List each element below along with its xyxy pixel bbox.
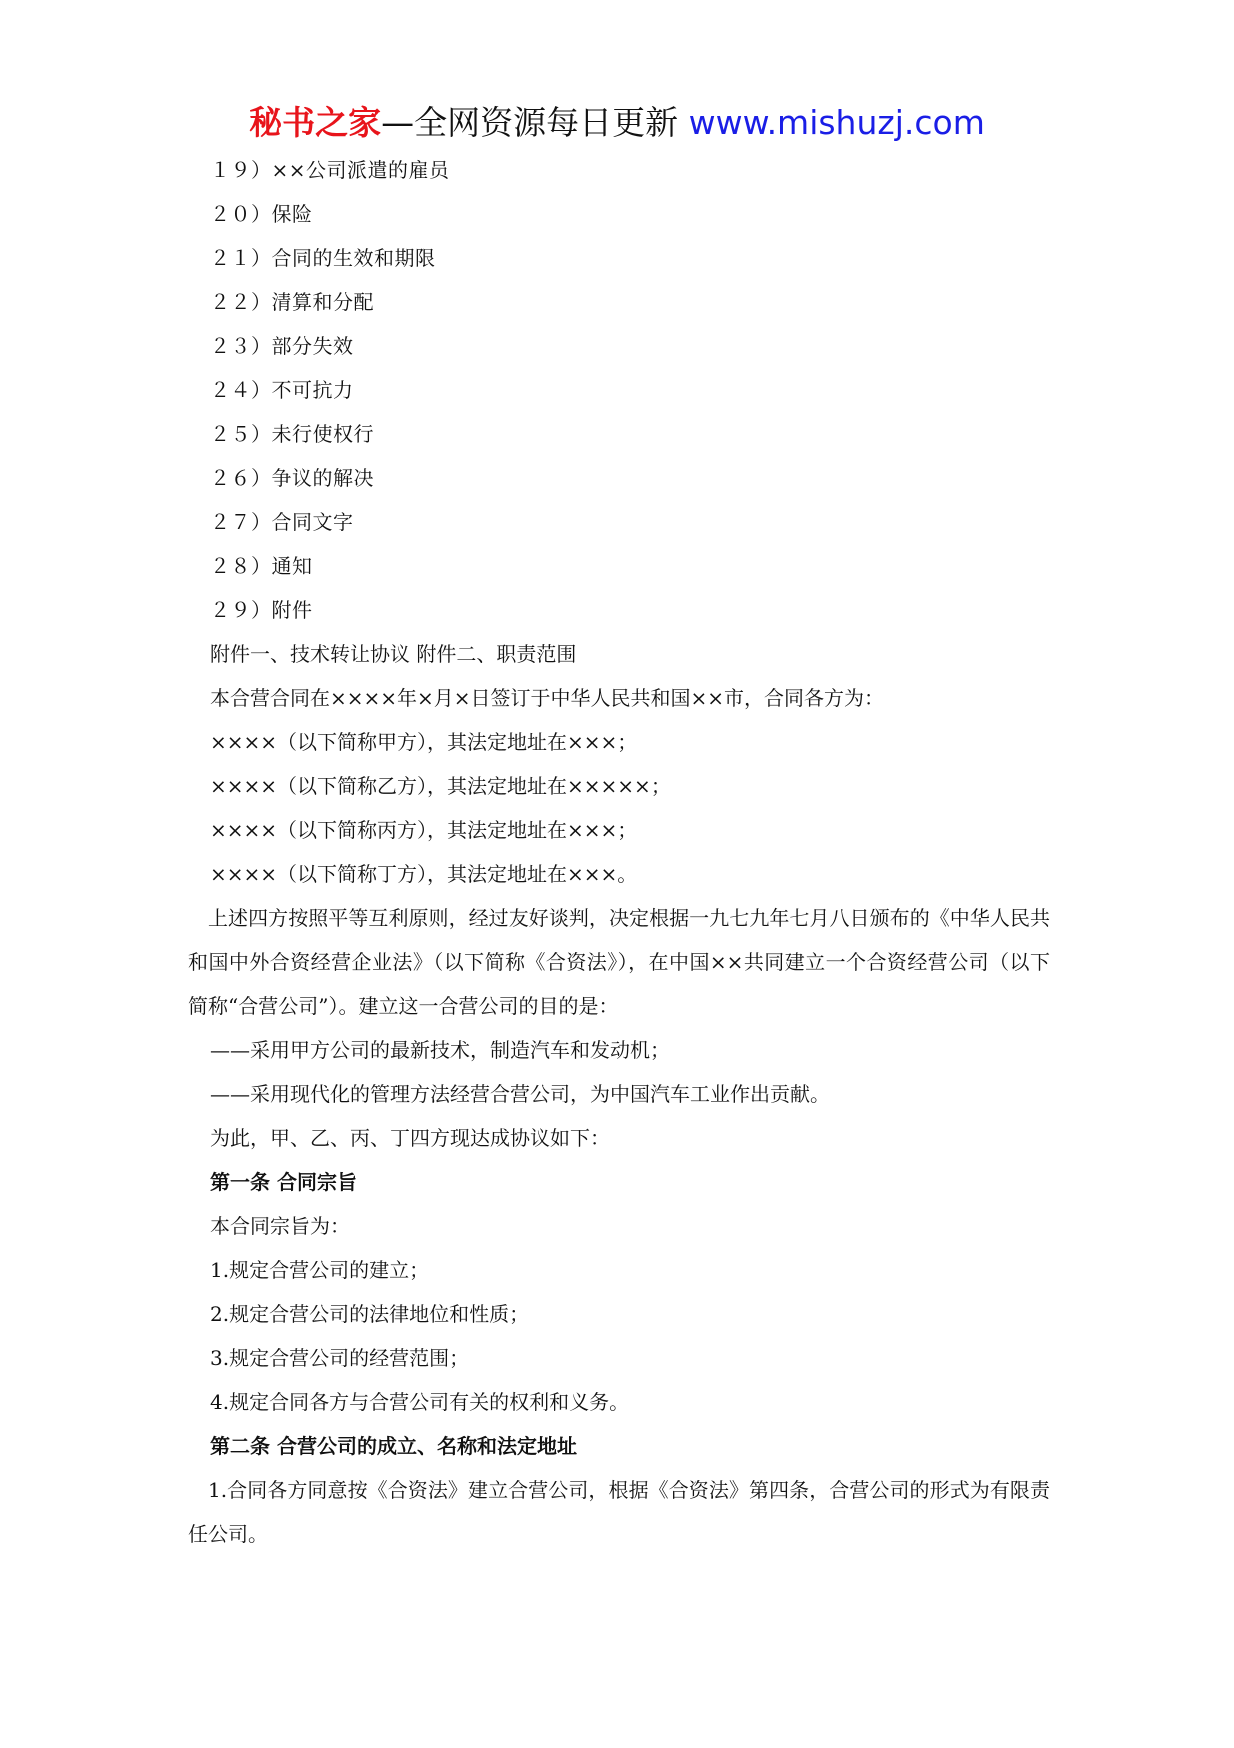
toc-item: ２９）附件: [210, 598, 313, 622]
article-1-item: 3.规定合营公司的经营范围；: [210, 1346, 470, 1370]
party-item: ××××（以下简称丙方），其法定地址在×××；: [210, 818, 638, 842]
toc-item: ２４）不可抗力: [210, 378, 354, 402]
toc-item: １９）××公司派遣的雇员: [210, 158, 450, 182]
article-2-title: 第二条 合营公司的成立、名称和法定地址: [210, 1434, 577, 1458]
table-of-contents: [190, 148, 1050, 632]
article-1-item: 2.规定合营公司的法律地位和性质；: [210, 1302, 530, 1326]
party-item: ××××（以下简称甲方），其法定地址在×××；: [210, 730, 638, 754]
toc-item: ２８）通知: [210, 554, 313, 578]
toc-item: ２６）争议的解决: [210, 466, 374, 490]
toc-item: ２５）未行使权行: [210, 422, 374, 446]
signing-statement: 本合营合同在××××年×月×日签订于中华人民共和国××市，合同各方为：: [210, 686, 885, 710]
annex-list: 附件一、技术转让协议 附件二、职责范围: [210, 642, 577, 666]
party-item: ××××（以下简称乙方），其法定地址在×××××；: [210, 774, 671, 798]
toc-item: ２０）保险: [210, 202, 313, 226]
brand-name: 秘书之家: [249, 103, 382, 142]
article-1-title: 第一条 合同宗旨: [210, 1170, 357, 1194]
party-item: ××××（以下简称丁方），其法定地址在×××。: [210, 862, 638, 886]
document-body: [190, 148, 1050, 1556]
toc-item: ２７）合同文字: [210, 510, 354, 534]
preamble-paragraph: 上述四方按照平等互利原则，经过友好谈判，决定根据一九七九年七月八日颁布的《中华人民共和国中外合资经营企业法》（以下简称《合资法》），在中国××共同建立一个合资经营公司（以下简称“合营公司”）。建立这一合营公司的目的是：: [188, 906, 1050, 1018]
header-slogan: —全网资源每日更新: [381, 103, 689, 142]
article-1-item: 1.规定合营公司的建立；: [210, 1258, 430, 1282]
purpose-item: ——采用现代化的管理方法经营合营公司，为中国汽车工业作出贡献。: [210, 1082, 830, 1106]
article-1-intro: 本合同宗旨为：: [210, 1214, 350, 1238]
site-header: [0, 100, 1234, 146]
article-1-item: 4.规定合同各方与合营公司有关的权利和义务。: [210, 1390, 630, 1414]
site-url-link[interactable]: www.mishuzj.com: [688, 103, 985, 142]
purpose-item: ——采用甲方公司的最新技术，制造汽车和发动机；: [210, 1038, 670, 1062]
toc-item: ２３）部分失效: [210, 334, 354, 358]
toc-item: ２２）清算和分配: [210, 290, 374, 314]
agreement-statement: 为此，甲、乙、丙、丁四方现达成协议如下：: [210, 1126, 610, 1150]
party-list: [190, 720, 1050, 896]
article-2-paragraph: 1.合同各方同意按《合资法》建立合营公司，根据《合资法》第四条，合营公司的形式为有限责任公司。: [188, 1478, 1050, 1546]
toc-item: ２１）合同的生效和期限: [210, 246, 436, 270]
